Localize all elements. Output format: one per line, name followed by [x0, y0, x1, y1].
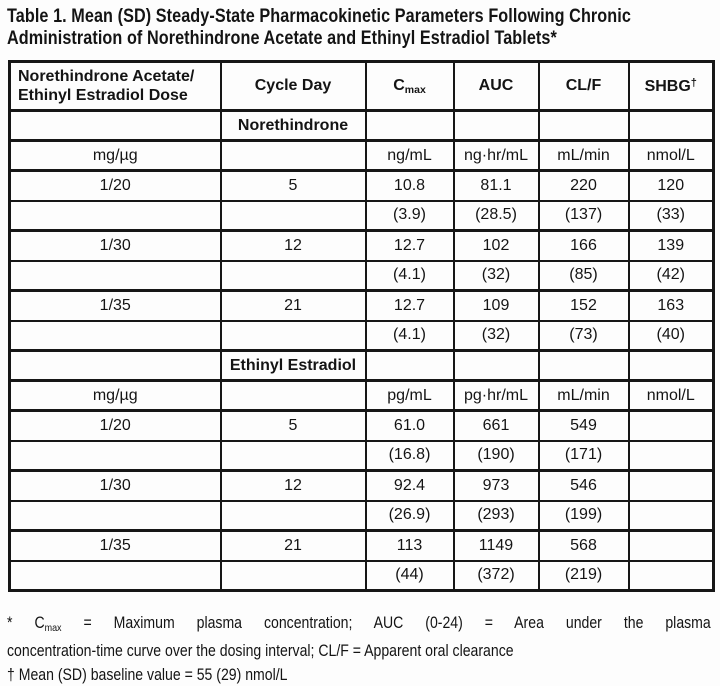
table-cell: 546 — [539, 471, 629, 501]
footnote-asterisk-line2: concentration-time curve over the dosing interval; CL/F = Apparent oral clearance — [7, 642, 514, 660]
header-cell-dose — [10, 62, 221, 111]
table-row — [10, 531, 714, 561]
table-cell: mg/µg — [10, 381, 221, 411]
table-cell: (42) — [629, 261, 714, 291]
table-cell: (44) — [366, 561, 454, 591]
table-row — [10, 141, 714, 171]
table-cell: 1/35 — [10, 291, 221, 321]
table-cell: (85) — [539, 261, 629, 291]
table-cell — [10, 111, 221, 141]
table-cell: (293) — [454, 501, 539, 531]
table-cell: Ethinyl Estradiol — [221, 351, 366, 381]
pharmacokinetic-table — [8, 60, 715, 592]
table-cell: 166 — [539, 231, 629, 261]
table-cell: 1/20 — [10, 171, 221, 201]
table-cell: (137) — [539, 201, 629, 231]
table-cell: 61.0 — [366, 411, 454, 441]
table-cell: 12.7 — [366, 291, 454, 321]
table-cell: 12.7 — [366, 231, 454, 261]
table-cell — [221, 561, 366, 591]
table-cell — [10, 321, 221, 351]
table-cell — [629, 111, 714, 141]
table-cell — [10, 201, 221, 231]
footnote-dagger: † Mean (SD) baseline value = 55 (29) nmol/L — [7, 666, 288, 684]
table-cell: 92.4 — [366, 471, 454, 501]
table-row — [10, 201, 714, 231]
header-cell-shbg — [629, 62, 714, 111]
table-cell: 1149 — [454, 531, 539, 561]
table-cell: mg/µg — [10, 141, 221, 171]
table-row — [10, 561, 714, 591]
header-dose-line1: Norethindrone Acetate/ — [18, 68, 195, 85]
table-row — [10, 351, 714, 381]
table-cell: (4.1) — [366, 261, 454, 291]
table-cell — [221, 261, 366, 291]
table-cell — [629, 351, 714, 381]
table-cell: 12 — [221, 231, 366, 261]
table-row — [10, 381, 714, 411]
header-cell-cmax — [366, 62, 454, 111]
cmax-base: C — [393, 76, 405, 94]
table-cell — [221, 441, 366, 471]
table-cell — [629, 561, 714, 591]
table-cell: 10.8 — [366, 171, 454, 201]
header-row — [10, 62, 714, 111]
table-row — [10, 261, 714, 291]
table-row — [10, 171, 714, 201]
table-cell: pg·hr/mL — [454, 381, 539, 411]
table-row — [10, 411, 714, 441]
table-cell: (190) — [454, 441, 539, 471]
table-cell — [629, 441, 714, 471]
table-header — [10, 62, 714, 111]
table-cell: 163 — [629, 291, 714, 321]
table-cell: (73) — [539, 321, 629, 351]
table-cell: ng/mL — [366, 141, 454, 171]
table-cell: 549 — [539, 411, 629, 441]
footnote-asterisk-text: = Maximum plasma concentration; AUC (0-24) = Area under the plasma — [61, 614, 711, 632]
table-cell — [221, 381, 366, 411]
table-cell: 1/35 — [10, 531, 221, 561]
table-cell: (171) — [539, 441, 629, 471]
table-cell: 139 — [629, 231, 714, 261]
table-cell: 1/20 — [10, 411, 221, 441]
table-cell: 120 — [629, 171, 714, 201]
table-cell — [539, 111, 629, 141]
table-cell: (199) — [539, 501, 629, 531]
table-cell: 661 — [454, 411, 539, 441]
header-cell-auc: AUC — [454, 62, 539, 111]
table-cell — [454, 351, 539, 381]
footnote-cmax-subscript: max — [44, 622, 62, 634]
table-cell: 220 — [539, 171, 629, 201]
table-cell: (3.9) — [366, 201, 454, 231]
table-cell — [10, 501, 221, 531]
table-cell: 5 — [221, 171, 366, 201]
table-cell: 12 — [221, 471, 366, 501]
table-row — [10, 471, 714, 501]
table-cell — [629, 531, 714, 561]
table-cell: 5 — [221, 411, 366, 441]
table-cell — [629, 471, 714, 501]
table-cell — [221, 501, 366, 531]
table-cell: (372) — [454, 561, 539, 591]
table-cell: nmol/L — [629, 141, 714, 171]
header-cell-cycle-day: Cycle Day — [221, 62, 366, 111]
table-cell: Norethindrone — [221, 111, 366, 141]
table-cell: (219) — [539, 561, 629, 591]
table-row — [10, 501, 714, 531]
table-cell: (32) — [454, 261, 539, 291]
footnotes — [7, 612, 717, 686]
table-cell: mL/min — [539, 141, 629, 171]
table-cell — [221, 201, 366, 231]
table-body — [10, 111, 714, 591]
table-row — [10, 321, 714, 351]
table-cell: pg/mL — [366, 381, 454, 411]
table-cell — [221, 321, 366, 351]
table-cell: (33) — [629, 201, 714, 231]
table-cell — [366, 111, 454, 141]
table-cell: (28.5) — [454, 201, 539, 231]
footnote-asterisk-line1 — [7, 612, 711, 640]
shbg-base: SHBG — [644, 77, 691, 95]
cmax-subscript: max — [404, 83, 426, 96]
shbg-dagger-superscript: † — [690, 76, 697, 89]
table-row — [10, 291, 714, 321]
table-cell: nmol/L — [629, 381, 714, 411]
table-cell — [629, 411, 714, 441]
table-title-line1: Table 1. Mean (SD) Steady-State Pharmacokinetic Parameters Following Chronic — [7, 5, 631, 27]
table-cell: 109 — [454, 291, 539, 321]
table-row — [10, 231, 714, 261]
table-cell: 81.1 — [454, 171, 539, 201]
table-cell: 21 — [221, 291, 366, 321]
header-dose-line2: Ethinyl Estradiol Dose — [18, 87, 188, 104]
table-cell: (32) — [454, 321, 539, 351]
table-cell: (16.8) — [366, 441, 454, 471]
table-cell: ng·hr/mL — [454, 141, 539, 171]
table-cell: (40) — [629, 321, 714, 351]
table-cell — [366, 351, 454, 381]
table-cell: (4.1) — [366, 321, 454, 351]
table-cell — [10, 441, 221, 471]
header-cell-clf: CL/F — [539, 62, 629, 111]
table-cell — [629, 501, 714, 531]
table-cell — [10, 351, 221, 381]
table-cell: 113 — [366, 531, 454, 561]
table-cell — [539, 351, 629, 381]
table-cell: (26.9) — [366, 501, 454, 531]
table-title-line2: Administration of Norethindrone Acetate and Ethinyl Estradiol Tablets* — [7, 26, 557, 49]
table-cell: 21 — [221, 531, 366, 561]
table-cell: mL/min — [539, 381, 629, 411]
footnote-cmax-prefix: * C — [7, 614, 45, 632]
table-cell — [10, 561, 221, 591]
table-cell: 102 — [454, 231, 539, 261]
table-cell — [10, 261, 221, 291]
table-cell: 568 — [539, 531, 629, 561]
table-cell — [454, 111, 539, 141]
table-cell: 1/30 — [10, 471, 221, 501]
table-row — [10, 441, 714, 471]
table-cell: 152 — [539, 291, 629, 321]
table-row — [10, 111, 714, 141]
table-title — [7, 6, 631, 49]
table-cell — [221, 141, 366, 171]
table-cell: 973 — [454, 471, 539, 501]
table-cell: 1/30 — [10, 231, 221, 261]
